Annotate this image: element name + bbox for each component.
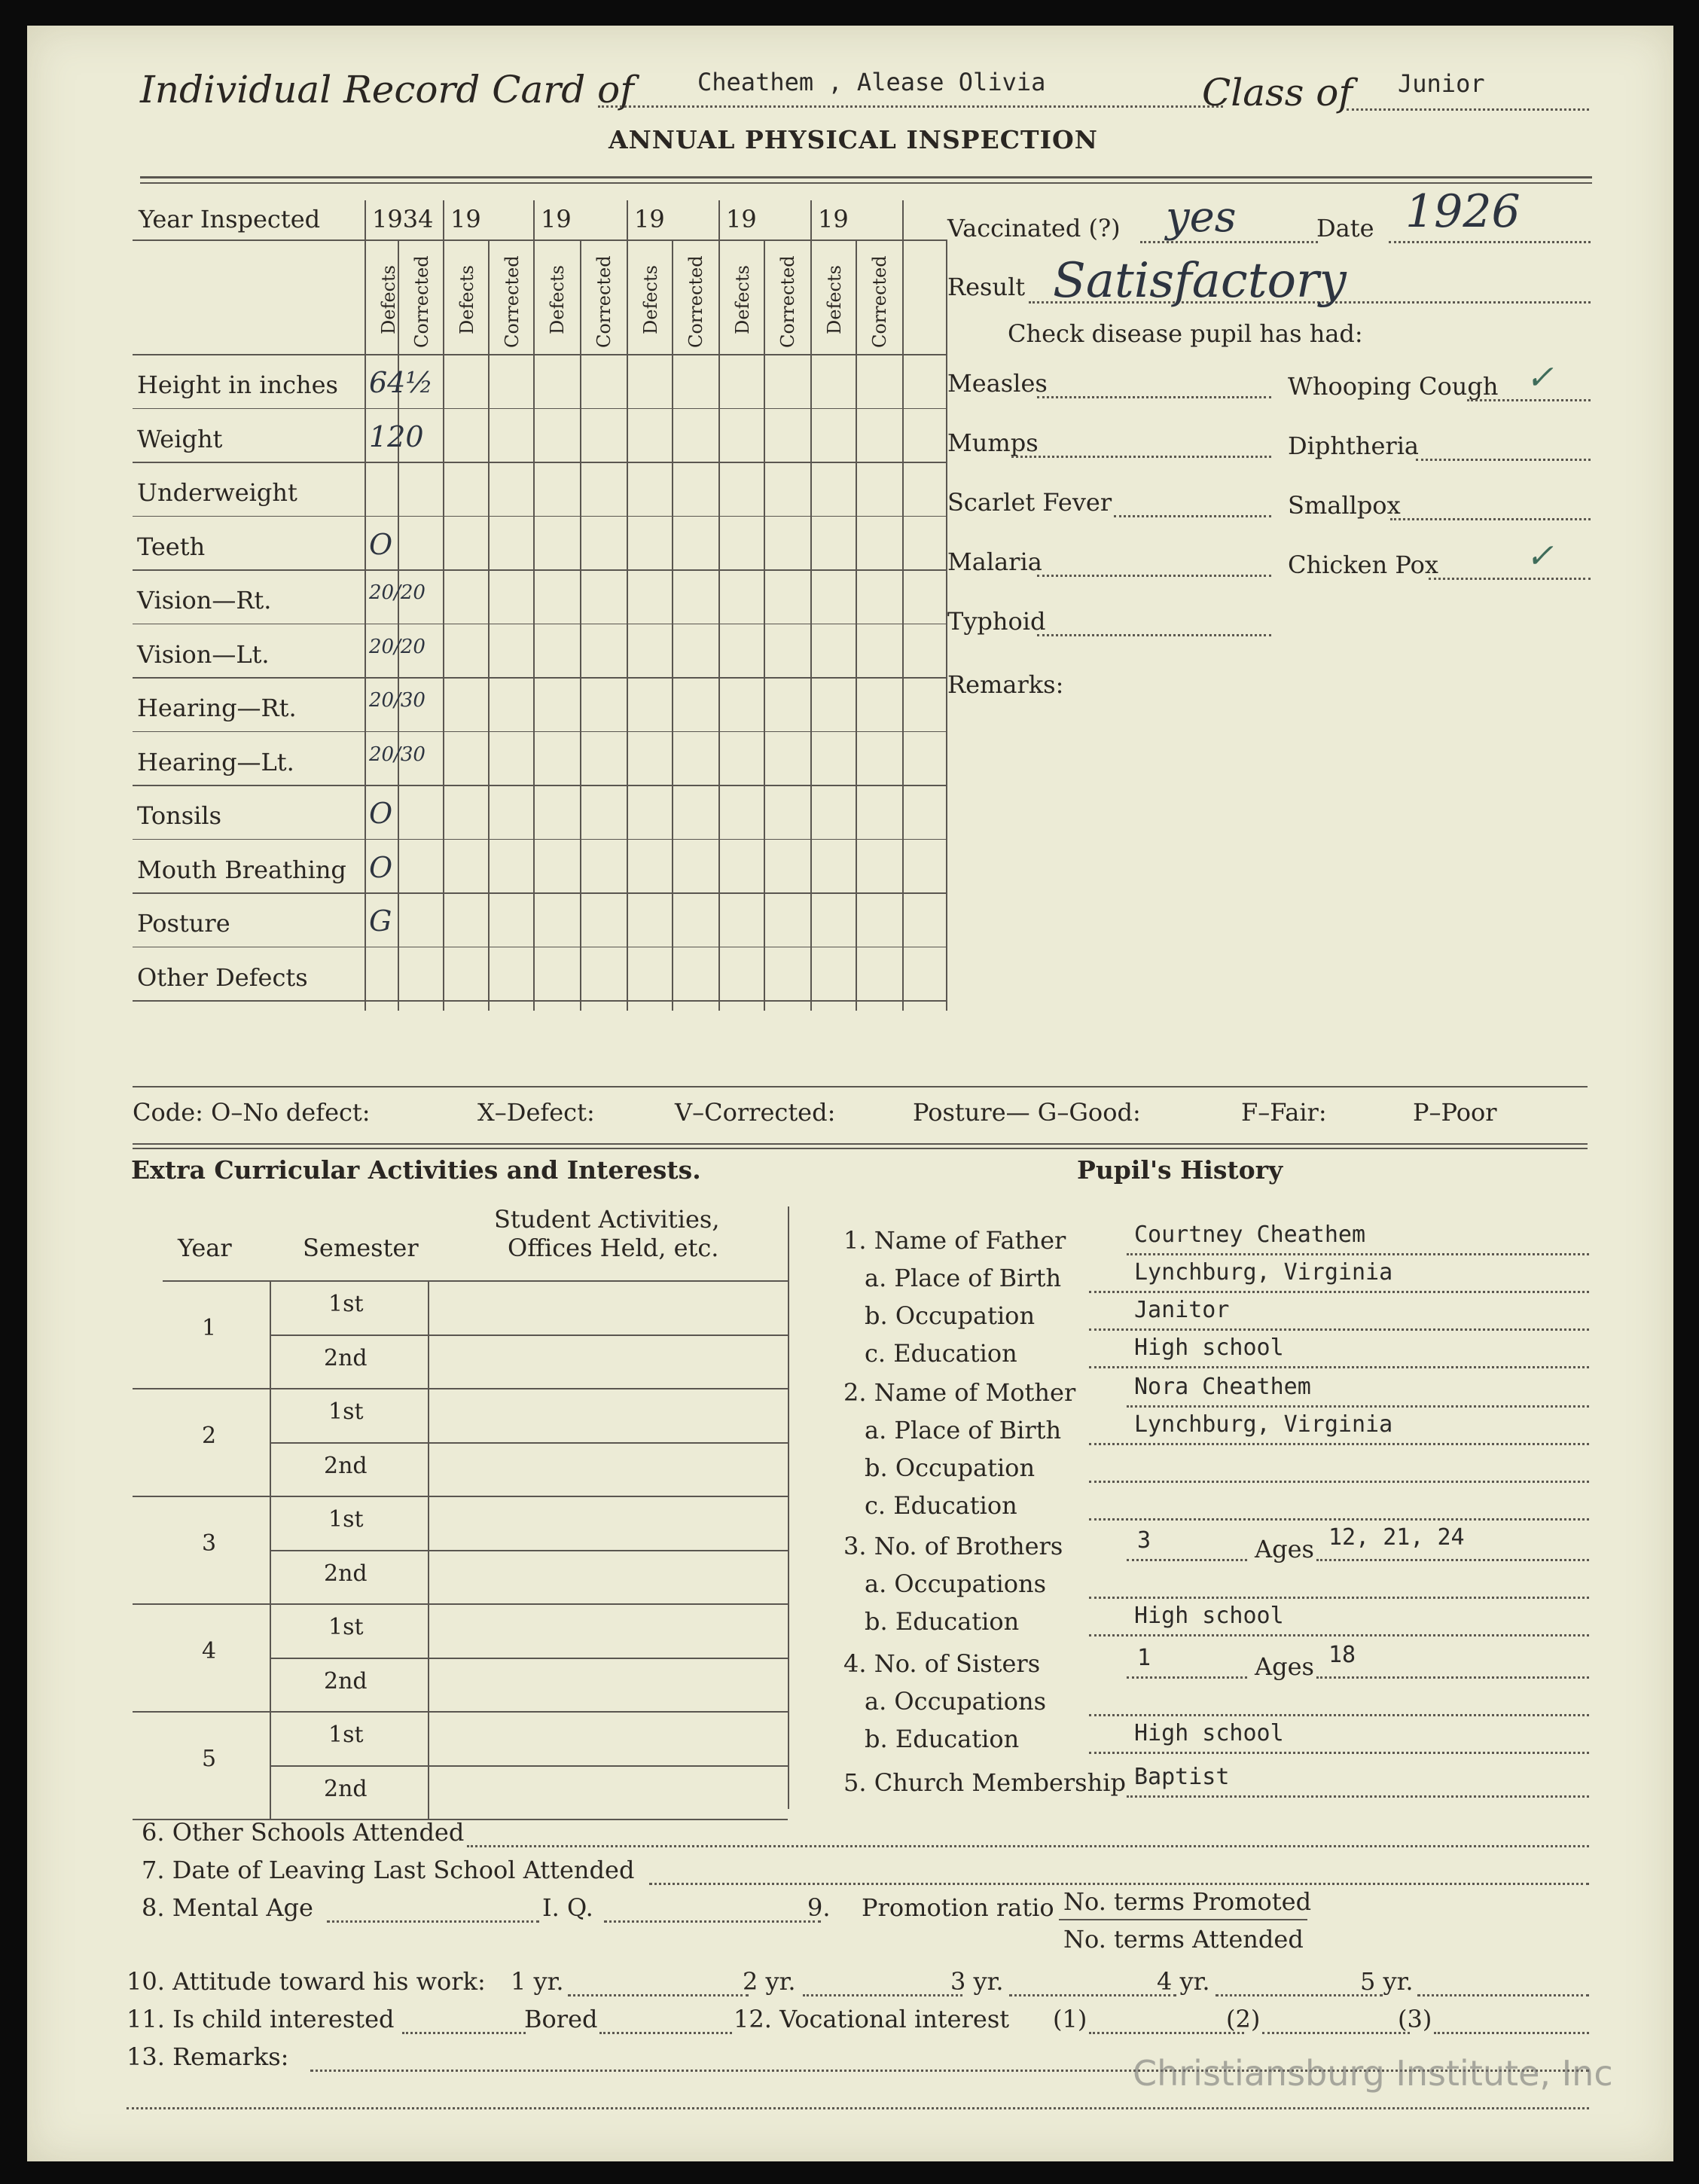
- inspection-row-label: Hearing—Rt.: [137, 694, 297, 722]
- history-label: a. Place of Birth: [865, 1416, 1062, 1444]
- inspection-row-rule: [133, 947, 946, 948]
- activities-col-year: Year: [178, 1234, 232, 1262]
- history-value: High school: [1134, 1334, 1284, 1361]
- col-corrected-header: Corrected: [685, 255, 706, 348]
- history-label: c. Education: [865, 1339, 1017, 1368]
- grid-col-line: [764, 239, 765, 1011]
- grid-col-line: [856, 239, 857, 1011]
- activities-right-border: [788, 1206, 789, 1809]
- year-inspected-label: Year Inspected: [139, 205, 321, 233]
- grid-col-line: [718, 200, 720, 1011]
- activities-semester: 2nd: [324, 1776, 368, 1802]
- attitude-yr4-line: [1216, 1993, 1383, 1996]
- other-schools-line: [467, 1844, 1589, 1847]
- history-line: [1089, 1327, 1589, 1331]
- activities-year-rule: [133, 1711, 788, 1713]
- activities-col-activities-2: Offices Held, etc.: [508, 1234, 719, 1262]
- attitude-yr1: 1 yr.: [511, 1967, 564, 1996]
- disease-measles: Measles: [947, 369, 1048, 398]
- code-rule-top: [133, 1086, 1588, 1087]
- activities-col-line: [270, 1280, 271, 1819]
- code-defect: X–Defect:: [477, 1098, 595, 1127]
- activities-semester: 2nd: [324, 1668, 368, 1694]
- activities-year: 2: [202, 1423, 217, 1449]
- disease-whooping-cough: Whooping Cough: [1288, 372, 1499, 401]
- ratio-line: [1059, 1919, 1307, 1920]
- inspection-row-rule: [133, 892, 946, 894]
- code-corrected: V–Corrected:: [675, 1098, 836, 1127]
- code-poor: P–Poor: [1413, 1098, 1497, 1127]
- activities-semester: 1st: [328, 1614, 364, 1640]
- activities-header-rule: [163, 1280, 788, 1282]
- grid-col-line: [398, 239, 399, 1011]
- history-label: b. Education: [865, 1607, 1020, 1636]
- col-defects-header: Defects: [732, 265, 753, 334]
- inspection-row-value: 20/30: [369, 689, 426, 712]
- date-value: 1926: [1405, 185, 1521, 238]
- activities-semester-rule: [270, 1334, 788, 1336]
- mental-age-label: 8. Mental Age: [142, 1893, 313, 1922]
- col-corrected-header: Corrected: [869, 255, 890, 348]
- col-defects-header: Defects: [824, 265, 845, 334]
- disease-typhoid: Typhoid: [947, 607, 1046, 636]
- column-header-rule: [133, 354, 946, 355]
- activities-col-activities-1: Student Activities,: [494, 1205, 720, 1234]
- inspection-row-rule: [133, 677, 946, 679]
- activities-year-rule: [133, 1496, 788, 1497]
- disease-chicken-pox: Chicken Pox: [1288, 551, 1438, 579]
- history-title: Pupil's History: [1077, 1155, 1283, 1185]
- year-inspected-value: 19: [818, 205, 849, 233]
- inspection-row-label: Teeth: [137, 532, 206, 561]
- history-label: a. Place of Birth: [865, 1264, 1062, 1292]
- activities-col-line: [428, 1280, 429, 1819]
- col-corrected-header: Corrected: [593, 255, 615, 348]
- history-line: [1089, 1479, 1589, 1483]
- activities-semester: 1st: [328, 1399, 364, 1425]
- disease-line: [1390, 517, 1591, 520]
- attitude-yr1-line: [568, 1993, 749, 1996]
- col-corrected-header: Corrected: [502, 255, 523, 348]
- class-line: [1347, 107, 1589, 111]
- history-label: a. Occupations: [865, 1687, 1047, 1716]
- grid-col-line: [443, 200, 444, 1011]
- history-line: [1089, 1595, 1589, 1599]
- code-posture-good: Posture— G–Good:: [913, 1098, 1141, 1127]
- ages-label: Ages: [1255, 1652, 1314, 1681]
- ages-line: [1316, 1675, 1589, 1679]
- inspection-row-label: Posture: [137, 909, 230, 938]
- disease-line: [1037, 573, 1271, 577]
- history-line: [1127, 1557, 1247, 1561]
- attitude-yr5: 5 yr.: [1360, 1967, 1414, 1996]
- grid-col-line: [365, 200, 366, 1011]
- history-value: Baptist: [1134, 1764, 1230, 1790]
- attitude-yr4: 4 yr.: [1157, 1967, 1210, 1996]
- disease-smallpox: Smallpox: [1288, 491, 1401, 520]
- result-label: Result: [947, 273, 1026, 301]
- record-card: [27, 26, 1673, 2161]
- inspection-row-label: Mouth Breathing: [137, 855, 346, 884]
- activities-semester: 2nd: [324, 1345, 368, 1371]
- history-line: [1089, 1517, 1589, 1521]
- disease-diphtheria: Diphtheria: [1288, 432, 1419, 460]
- history-line: [1127, 1404, 1589, 1408]
- class-value: Junior: [1398, 69, 1485, 98]
- activities-semester: 1st: [328, 1722, 364, 1748]
- ages-label: Ages: [1255, 1535, 1314, 1563]
- grid-col-line: [672, 239, 673, 1011]
- disease-line: [1011, 454, 1271, 458]
- history-line: [1089, 1713, 1589, 1716]
- interested-label: 11. Is child interested: [127, 2005, 395, 2033]
- disease-line: [1416, 457, 1591, 461]
- history-label: c. Education: [865, 1491, 1017, 1520]
- history-line: [1089, 1750, 1589, 1754]
- attitude-yr2-line: [803, 1993, 962, 1996]
- history-line: [1089, 1289, 1589, 1293]
- inspection-row-rule: [133, 839, 946, 840]
- history-line: [1089, 1365, 1589, 1368]
- history-label: 5. Church Membership: [843, 1768, 1126, 1797]
- code-rule-bottom: [133, 1143, 1588, 1145]
- history-value: Courtney Cheathem: [1134, 1222, 1366, 1248]
- activities-semester-rule: [270, 1658, 788, 1659]
- check-mark-icon: ✓: [1526, 358, 1554, 397]
- ages-value: 12, 21, 24: [1328, 1524, 1465, 1551]
- disease-line: [1114, 514, 1271, 517]
- terms-attended: No. terms Attended: [1063, 1925, 1304, 1954]
- inspection-row-value: G: [369, 904, 392, 938]
- history-value: Lynchburg, Virginia: [1134, 1411, 1393, 1438]
- history-value: 1: [1137, 1645, 1151, 1671]
- activities-semester: 1st: [328, 1291, 364, 1317]
- history-label: 2. Name of Mother: [843, 1378, 1076, 1407]
- activities-year-rule: [133, 1603, 788, 1605]
- activities-year: 4: [202, 1638, 217, 1664]
- activities-semester: 2nd: [324, 1453, 368, 1479]
- header-rule-2: [140, 182, 1592, 184]
- year-inspected-value: 19: [634, 205, 665, 233]
- col-defects-header: Defects: [378, 265, 399, 334]
- remarks-label: Remarks:: [947, 670, 1064, 699]
- inspection-row-label: Vision—Rt.: [137, 586, 272, 615]
- subtitle: ANNUAL PHYSICAL INSPECTION: [609, 125, 1098, 154]
- vaccinated-value: yes: [1166, 193, 1237, 242]
- col-defects-header: Defects: [640, 265, 661, 334]
- ages-value: 18: [1328, 1642, 1356, 1668]
- vaccinated-label: Vaccinated (?): [947, 214, 1121, 242]
- history-value: Janitor: [1134, 1297, 1230, 1323]
- history-line: [1089, 1441, 1589, 1445]
- inspection-row-value: 120: [369, 419, 424, 453]
- disease-line: [1467, 398, 1591, 401]
- history-value: Lynchburg, Virginia: [1134, 1259, 1393, 1286]
- grid-col-line: [902, 200, 904, 1011]
- inspection-row-value: 20/20: [369, 581, 426, 604]
- col-defects-header: Defects: [456, 265, 477, 334]
- result-value: Satisfactory: [1053, 253, 1347, 309]
- attitude-yr2: 2 yr.: [743, 1967, 796, 1996]
- date-line: [1389, 239, 1591, 243]
- inspection-row-label: Other Defects: [137, 962, 308, 992]
- inspection-row-rule: [133, 731, 946, 733]
- code-no-defect: Code: O–No defect:: [133, 1098, 371, 1127]
- attitude-yr5-line: [1417, 1993, 1589, 1996]
- activities-semester: 1st: [328, 1506, 364, 1533]
- inspection-row-value: O: [369, 527, 393, 561]
- disease-malaria: Malaria: [947, 548, 1042, 576]
- activities-title: Extra Curricular Activities and Interests.: [131, 1155, 701, 1185]
- year-inspected-value: 19: [726, 205, 757, 233]
- history-line: [1089, 1633, 1589, 1636]
- card-title: Individual Record Card of: [140, 68, 634, 111]
- history-value: Nora Cheathem: [1134, 1374, 1311, 1400]
- inspection-row-value: 20/20: [369, 635, 426, 658]
- history-label: a. Occupations: [865, 1569, 1047, 1598]
- inspection-row-label: Weight: [137, 424, 223, 453]
- inspection-row-label: Underweight: [137, 478, 297, 507]
- attitude-yr3-line: [1009, 1993, 1176, 1996]
- history-label: b. Education: [865, 1725, 1020, 1753]
- history-label: b. Occupation: [865, 1453, 1036, 1482]
- grid-col-line: [810, 200, 812, 1011]
- year-inspected-value: 19: [450, 205, 481, 233]
- disease-line: [1037, 395, 1271, 398]
- grid-col-line: [533, 200, 535, 1011]
- mental-age-line: [327, 1919, 539, 1923]
- other-schools-label: 6. Other Schools Attended: [142, 1818, 465, 1847]
- vocational-2-line: [1262, 2030, 1410, 2034]
- inspection-row-rule: [133, 785, 946, 786]
- iq-label: I. Q.: [542, 1893, 593, 1922]
- attitude-yr3: 3 yr.: [950, 1967, 1004, 1996]
- disease-scarlet-fever: Scarlet Fever: [947, 488, 1112, 517]
- inspection-row-label: Vision—Lt.: [137, 639, 270, 669]
- bored-label: Bored: [524, 2005, 598, 2033]
- ages-line: [1316, 1557, 1589, 1561]
- date-leaving-label: 7. Date of Leaving Last School Attended: [142, 1856, 635, 1884]
- inspection-row-label: Hearing—Lt.: [137, 747, 294, 776]
- promotion-num: 9.: [807, 1893, 831, 1922]
- check-mark-icon: ✓: [1526, 537, 1554, 575]
- inspection-row-value: O: [369, 850, 393, 884]
- year-row-rule: [133, 239, 946, 241]
- inspection-row-label: Height in inches: [137, 371, 338, 399]
- disease-line: [1429, 576, 1591, 580]
- history-value: 3: [1137, 1527, 1151, 1554]
- history-label: b. Occupation: [865, 1301, 1036, 1330]
- history-label: 4. No. of Sisters: [843, 1649, 1041, 1678]
- interested-line: [402, 2030, 526, 2034]
- iq-line: [604, 1919, 821, 1923]
- history-line: [1127, 1675, 1247, 1679]
- vocational-1: (1): [1053, 2005, 1087, 2033]
- check-disease-label: Check disease pupil has had:: [1008, 319, 1363, 348]
- activities-semester-rule: [270, 1442, 788, 1444]
- inspection-row-value: 20/30: [369, 743, 426, 766]
- student-name: Cheathem , Alease Olivia: [697, 68, 1046, 96]
- inspection-row-value: O: [369, 797, 393, 830]
- date-label: Date: [1316, 214, 1374, 242]
- inspection-row-rule: [133, 624, 946, 625]
- inspection-row-rule: [133, 569, 946, 571]
- inspection-row-label: Tonsils: [137, 801, 222, 830]
- bored-line: [599, 2030, 732, 2034]
- history-line: [1127, 1794, 1589, 1798]
- inspection-row-value: 64½: [369, 366, 434, 399]
- activities-year: 1: [202, 1315, 217, 1341]
- date-leaving-line: [649, 1881, 1589, 1885]
- history-line: [1127, 1252, 1589, 1255]
- vocational-1-line: [1089, 2030, 1244, 2034]
- attitude-label: 10. Attitude toward his work:: [127, 1967, 486, 1996]
- history-value: High school: [1134, 1720, 1284, 1746]
- activities-semester: 2nd: [324, 1560, 368, 1587]
- inspection-row-rule: [133, 1000, 946, 1002]
- vocational-2: (2): [1226, 2005, 1261, 2033]
- vocational-3-line: [1434, 2030, 1589, 2034]
- history-label: 3. No. of Brothers: [843, 1532, 1063, 1560]
- terms-promoted: No. terms Promoted: [1063, 1887, 1312, 1916]
- remarks-bottom-label: 13. Remarks:: [127, 2042, 289, 2071]
- history-label: 1. Name of Father: [843, 1226, 1066, 1255]
- activities-semester-rule: [270, 1550, 788, 1551]
- grid-col-line: [627, 200, 628, 1011]
- code-fair: F–Fair:: [1241, 1098, 1327, 1127]
- activities-semester-rule: [270, 1765, 788, 1767]
- year-inspected-value: 19: [541, 205, 572, 233]
- col-corrected-header: Corrected: [411, 255, 432, 348]
- disease-line: [1037, 633, 1271, 636]
- activities-year: 3: [202, 1530, 217, 1557]
- grid-col-line: [580, 239, 581, 1011]
- code-rule-bottom-2: [133, 1148, 1588, 1149]
- col-corrected-header: Corrected: [777, 255, 798, 348]
- watermark: Christiansburg Institute, Inc: [1133, 2053, 1613, 2094]
- class-label: Class of: [1202, 71, 1353, 114]
- vocational-label: 12. Vocational interest: [734, 2005, 1010, 2033]
- remarks-bottom-line-2: [127, 2106, 1589, 2109]
- inspection-row-rule: [133, 462, 946, 463]
- activities-col-semester: Semester: [303, 1234, 419, 1262]
- history-value: High school: [1134, 1603, 1284, 1629]
- name-line: [598, 104, 1223, 108]
- vocational-3: (3): [1398, 2005, 1432, 2033]
- disease-mumps: Mumps: [947, 429, 1039, 457]
- inspection-row-rule: [133, 408, 946, 410]
- col-defects-header: Defects: [547, 265, 568, 334]
- activities-year: 5: [202, 1746, 217, 1772]
- header-rule: [140, 176, 1592, 178]
- inspection-row-rule: [133, 516, 946, 517]
- activities-year-rule: [133, 1388, 788, 1389]
- grid-col-line: [488, 239, 490, 1011]
- promotion-label: Promotion ratio: [862, 1893, 1054, 1922]
- year-inspected-value: 1934: [372, 205, 434, 233]
